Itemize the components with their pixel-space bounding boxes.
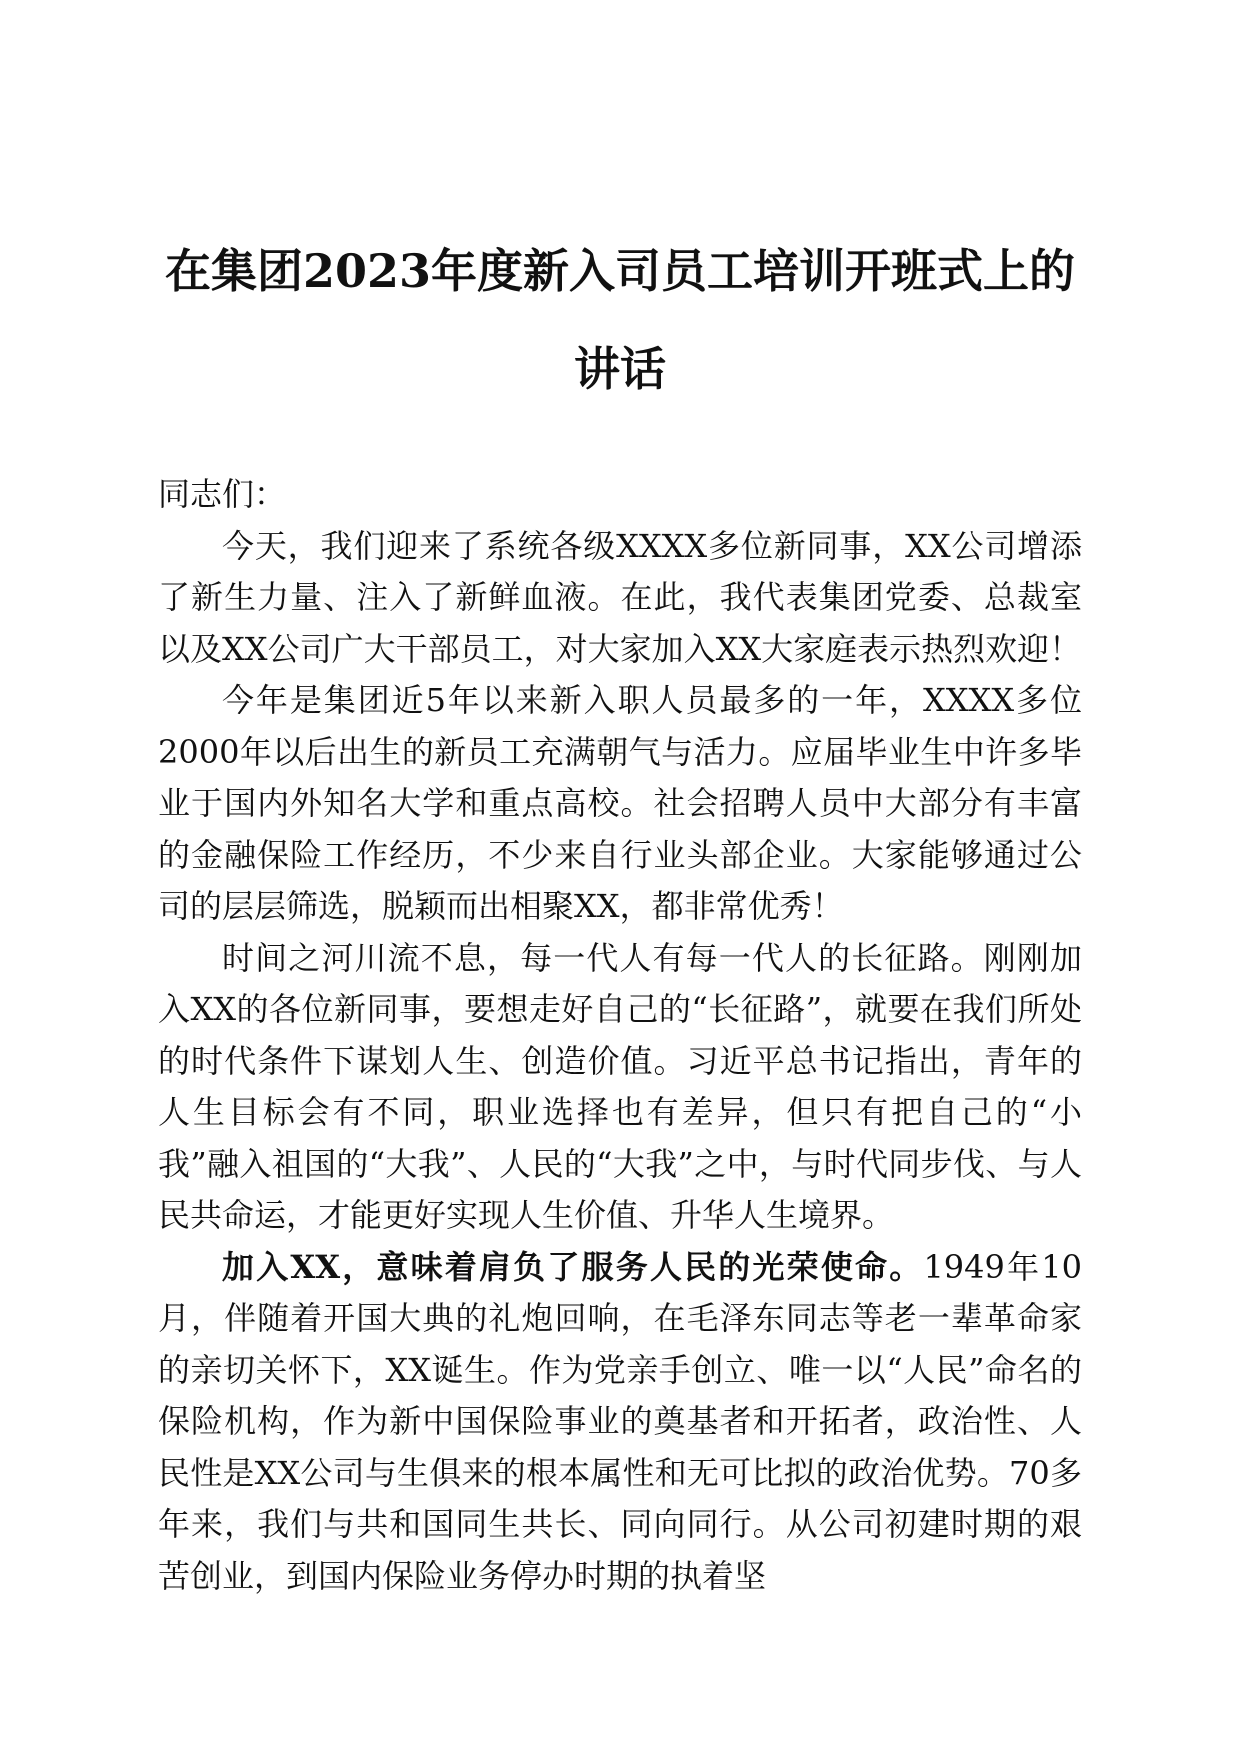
paragraph-2 bbox=[158, 675, 1082, 933]
paragraph-1 bbox=[158, 521, 1082, 676]
paragraph-text: 今年是集团近5年以来新入职人员最多的一年，XXXX多位2000年以后出生的新员工充满朝气与活力。应届毕业生中许多毕业于国内外知名大学和重点高校。社会招聘人员中大部分有丰富的金融保险工作经历，不少来自行业头部企业。大家能够通过公司的层层筛选，脱颖而出相聚XX，都非常优秀！ bbox=[158, 681, 1082, 925]
paragraph-4 bbox=[158, 1242, 1082, 1603]
paragraph-text: 时间之河川流不息，每一代人有每一代人的长征路。刚刚加入XX的各位新同事，要想走好自己的“长征路”，就要在我们所处的时代条件下谋划人生、创造价值。习近平总书记指出，青年的人生目标会有不同，职业选择也有差异，但只有把自己的“小我”融入祖国的“大我”、人民的“大我”之中，与时代同步伐、与人民共命运，才能更好实现人生价值、升华人生境界。 bbox=[158, 938, 1082, 1234]
paragraph-3 bbox=[158, 933, 1082, 1242]
paragraph-lead-bold: 加入XX，意味着肩负了服务人民的光荣使命。 bbox=[222, 1247, 924, 1286]
title-line-2: 讲话 bbox=[574, 342, 666, 396]
title-line-1: 在集团2023年度新入司员工培训开班式上的 bbox=[164, 244, 1076, 298]
salutation: 同志们： bbox=[158, 475, 287, 513]
document-body bbox=[158, 469, 1082, 1602]
paragraph-text: 1949年10月，伴随着开国大典的礼炮回响，在毛泽东同志等老一辈革命家的亲切关怀下，XX诞生。作为党亲手创立、唯一以“人民”命名的保险机构，作为新中国保险事业的奠基者和开拓者，政治性、人民性是XX公司与生俱来的根本属性和无可比拟的政治优势。70多年来，我们与共和国同生共长、同向同行。从公司初建时期的艰苦创业，到国内保险业务停办时期的执着坚 bbox=[158, 1247, 1082, 1595]
paragraph-text: 今天，我们迎来了系统各级XXXX多位新同事，XX公司增添了新生力量、注入了新鲜血液。在此，我代表集团党委、总裁室以及XX公司广大干部员工，对大家加入XX大家庭表示热烈欢迎！ bbox=[158, 526, 1082, 668]
document-title bbox=[150, 222, 1090, 418]
